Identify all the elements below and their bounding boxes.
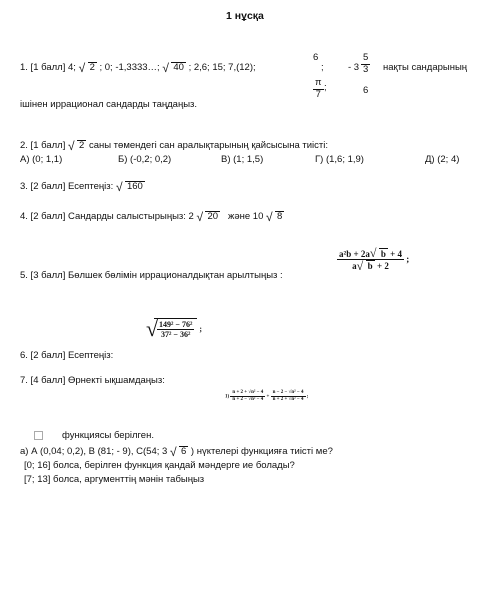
q4-text: 4. [2 балл] Сандарды салыстырыңыз: 2 xyxy=(20,211,194,222)
separator: ; xyxy=(406,253,410,264)
q5-numerator xyxy=(337,248,404,260)
sqrt-expression: √ 2 xyxy=(78,60,95,75)
separator: ; xyxy=(199,324,203,334)
missing-image-placeholder-icon xyxy=(34,431,43,443)
fraction-2 xyxy=(313,78,324,101)
q5-fraction xyxy=(337,248,409,272)
q1-tail: ; 2,6; 15; 7,(12); xyxy=(188,62,256,73)
question-3 xyxy=(20,181,145,193)
separator: ; xyxy=(321,62,324,73)
fraction-numerator: n + 2 + √n² − 4 xyxy=(232,390,264,395)
q8-part-a xyxy=(20,446,333,458)
sqrt-expression: √ 40 xyxy=(162,60,184,75)
radicand: b xyxy=(380,249,386,259)
q8-a-prefix: а) А (0,04; 0,2), В (81; - 9), С(54; 3 xyxy=(20,446,168,457)
option-c: В) (1; 1,5) xyxy=(221,154,264,165)
q8-part-c: [7; 13] болса, аргументтің мәнін табыңыз xyxy=(24,474,205,485)
fraction-2-denominator: 7 xyxy=(315,88,321,100)
q6-text: 6. [2 балл] Есептеңіз: xyxy=(20,350,114,361)
denominator-part: + 2 xyxy=(376,261,389,272)
q1-mid: ; 0; -1,3333…; xyxy=(99,62,160,73)
denominator-part: a xyxy=(352,261,357,272)
q6-denominator: 37² − 36² xyxy=(161,330,191,340)
sqrt-expression: √ 8 xyxy=(266,209,283,224)
q1-prefix: 1. [1 балл] 4; xyxy=(20,62,76,73)
plus-operator: + xyxy=(266,394,270,400)
option-a: А) (0; 1,1) xyxy=(20,154,63,165)
q4-and: және 10 xyxy=(227,211,264,222)
q8-a-suffix: ) нүктелері функцияға тиісті ме? xyxy=(190,446,333,457)
q2-prefix: 2. [1 балл] xyxy=(20,140,66,151)
q6-expression xyxy=(146,318,202,340)
radicand: 20 xyxy=(207,211,219,222)
radicand: b xyxy=(367,261,373,272)
question-1 xyxy=(20,62,256,74)
q5-denominator xyxy=(350,260,391,271)
sqrt-expression: √ 20 xyxy=(196,209,219,224)
mixed-number-fraction xyxy=(361,53,370,76)
radicand: 40 xyxy=(173,62,184,73)
fraction-2-numerator: π xyxy=(315,77,322,88)
radicand: 2 xyxy=(79,140,85,151)
fraction-1-numerator: 6 xyxy=(313,52,319,63)
question-4 xyxy=(20,211,284,223)
mixed-denominator: 3 xyxy=(363,63,369,75)
item-number: 1) xyxy=(225,394,230,400)
extra-value: 6 xyxy=(363,85,369,96)
mixed-numerator: 5 xyxy=(363,52,369,63)
radicand: 160 xyxy=(126,181,143,192)
sqrt-expression: √ b xyxy=(369,246,386,261)
separator: ; xyxy=(306,394,309,400)
sqrt-expression: √ 160 xyxy=(115,179,143,194)
sqrt-expression: √ 6 xyxy=(169,444,187,459)
fraction-numerator: n − 2 − √n² − 4 xyxy=(272,390,304,395)
q1-line2: ішінен иррационал сандарды таңдаңыз. xyxy=(20,99,198,110)
option-b: Б) (-0,2; 0,2) xyxy=(118,154,172,165)
numerator-part: + 4 xyxy=(390,249,402,259)
q7-text: 7. [4 балл] Өрнекті ықшамдаңыз: xyxy=(20,375,165,386)
sqrt-expression: √ b xyxy=(356,258,373,273)
q7-expression xyxy=(225,390,308,403)
q6-numerator: 149² − 76² xyxy=(159,320,193,329)
radicand: 6 xyxy=(180,446,187,457)
sqrt-expression: √ $\frac{\text{149² − 76²}}{\text{37² − 36²}}$ xyxy=(146,318,197,340)
mixed-number-whole: - 3 xyxy=(348,62,360,73)
q5-text: 5. [3 балл] Бөлшек бөлімін иррационалдықтан арылтыңыз : xyxy=(20,270,283,281)
sqrt-expression: √ 2 xyxy=(68,138,85,153)
fraction-denominator: n + 2 − √n² − 4 xyxy=(232,396,264,402)
option-d: Г) (1,6; 1,9) xyxy=(315,154,364,165)
q1-suffix: нақты сандарының xyxy=(383,62,468,73)
q3-text: 3. [2 балл] Есептеңіз: xyxy=(20,181,114,192)
radicand: 2 xyxy=(89,62,95,73)
q8-part-b: [0; 16] болса, берілген функция қандай мәндерге ие болады? xyxy=(24,460,295,471)
separator: ; xyxy=(324,82,327,93)
q8-intro: функциясы берілген. xyxy=(62,430,154,441)
page-title: 1 нұсқа xyxy=(226,10,264,22)
question-2 xyxy=(20,140,328,152)
fraction-denominator: n + 2 + √n² − 4 xyxy=(272,396,304,402)
numerator-part: a²b + 2a xyxy=(339,249,370,259)
option-e: Д) (2; 4) xyxy=(425,154,460,165)
q2-text: саны төмендегі сан аралықтарының қайсысына тиісті: xyxy=(88,140,329,151)
radicand: 8 xyxy=(277,211,283,222)
